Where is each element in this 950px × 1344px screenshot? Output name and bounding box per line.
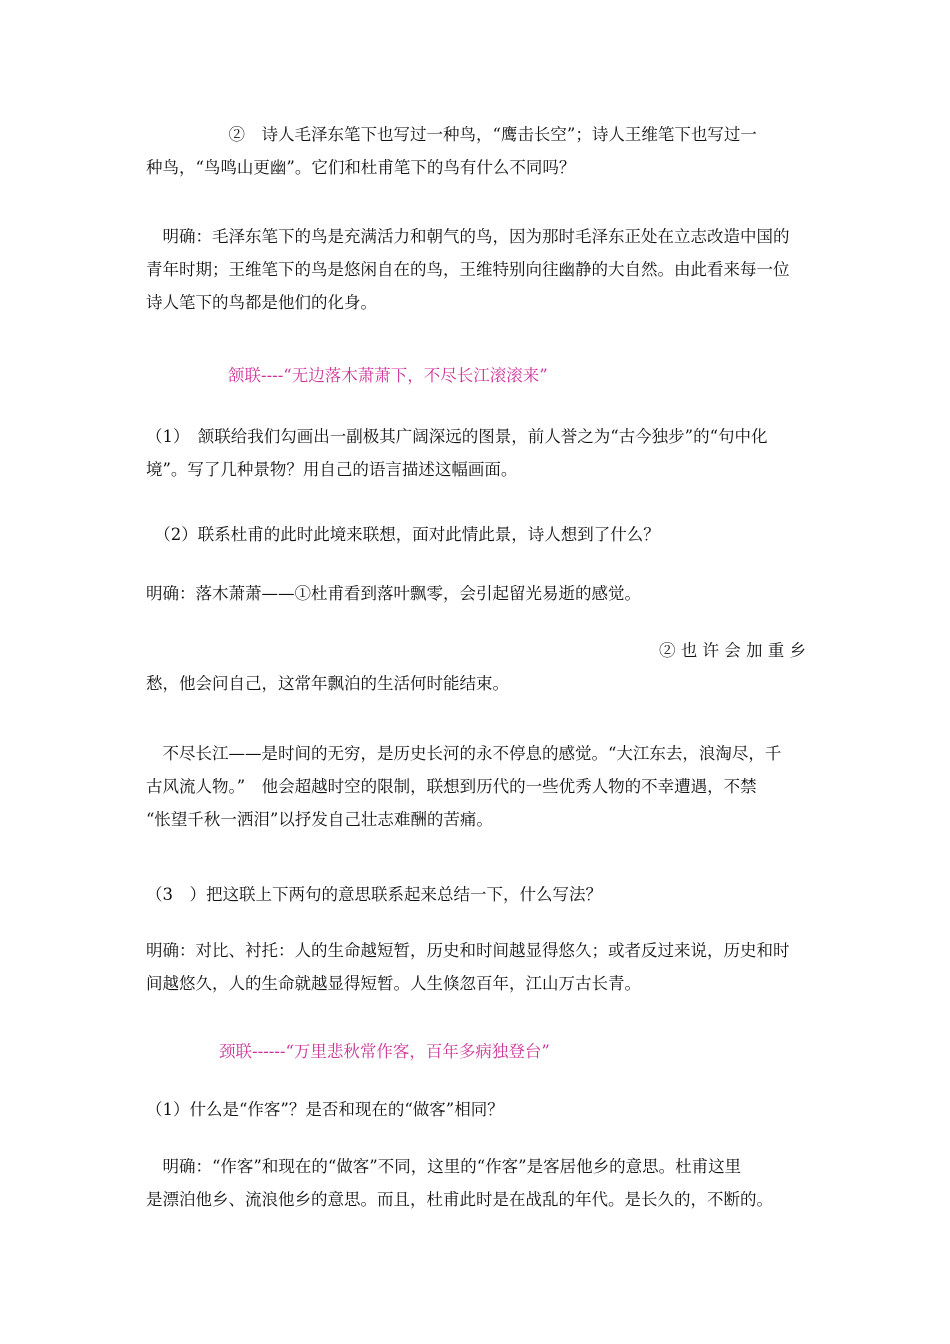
section-heading-jinglian: 颈联------“万里悲秋常作客，百年多病独登台” bbox=[219, 1042, 550, 1061]
answer-luomu-continued bbox=[146, 634, 806, 700]
section-heading-hanlian: 颔联----“无边落木萧萧下，不尽长江滚滚来” bbox=[228, 366, 548, 385]
text-line: 诗人笔下的鸟都是他们的化身。 bbox=[146, 293, 377, 312]
question-hanlian-1 bbox=[146, 420, 806, 486]
text-line: “怅望千秋一洒泪”以抒发自己壮志难酬的苦痛。 bbox=[146, 810, 493, 829]
text-line: 明确：“作客”和现在的“做客”不同，这里的“作客”是客居他乡的意思。杜甫这里 bbox=[146, 1157, 742, 1176]
text-line: 境”。写了几种景物？用自己的语言描述这幅画面。 bbox=[146, 460, 518, 479]
text-line: ② 也 许 会 加 重 乡 bbox=[659, 641, 806, 660]
text-line: 明确：对比、衬托：人的生命越短暂，历史和时间越显得悠久；或者反过来说，历史和时 bbox=[146, 941, 790, 960]
answer-q3 bbox=[146, 934, 806, 1000]
text-line: ② 诗人毛泽东笔下也写过一种鸟，“鹰击长空”；诗人王维笔下也写过一 bbox=[146, 125, 757, 144]
text-line: （1） 颔联给我们勾画出一副极其广阔深远的图景，前人誉之为“古今独步”的“句中化 bbox=[146, 427, 768, 446]
text-line: 不尽长江——是时间的无穷，是历史长河的永不停息的感觉。“大江东去，浪淘尽，千 bbox=[146, 744, 782, 763]
text-line: 是漂泊他乡、流浪他乡的意思。而且，杜甫此时是在战乱的年代。是长久的，不断的。 bbox=[146, 1190, 773, 1209]
text-line: 间越悠久，人的生命就越显得短暂。人生倏忽百年，江山万古长青。 bbox=[146, 974, 641, 993]
text-line: 明确：毛泽东笔下的鸟是充满活力和朝气的鸟，因为那时毛泽东正处在立志改造中国的 bbox=[146, 227, 790, 246]
text-line: 青年时期；王维笔下的鸟是悠闲自在的鸟，王维特别向往幽静的大自然。由此看来每一位 bbox=[146, 260, 790, 279]
text-line: 古风流人物。” 他会超越时空的限制，联想到历代的一些优秀人物的不幸遭遇，不禁 bbox=[146, 777, 757, 796]
answer-birds bbox=[146, 220, 806, 319]
text-line: 愁，他会问自己，这常年飘泊的生活何时能结束。 bbox=[146, 674, 509, 693]
answer-changjiang bbox=[146, 737, 806, 836]
answer-luomu: 明确：落木萧萧——①杜甫看到落叶飘零，会引起留光易逝的感觉。 bbox=[146, 584, 641, 603]
question-hanlian-2: （2）联系杜甫的此时此境来联想，面对此情此景，诗人想到了什么？ bbox=[146, 525, 660, 544]
answer-zuoke bbox=[146, 1150, 806, 1216]
question-birds-comparison bbox=[146, 118, 806, 184]
text-line: 种鸟，“鸟鸣山更幽”。它们和杜甫笔下的鸟有什么不同吗？ bbox=[146, 158, 576, 177]
question-jinglian-1: （1）什么是“作客”？是否和现在的“做客”相同？ bbox=[146, 1100, 504, 1119]
document-page bbox=[146, 0, 806, 1344]
question-hanlian-3: （3 ）把这联上下两句的意思联系起来总结一下，什么写法？ bbox=[146, 885, 602, 904]
